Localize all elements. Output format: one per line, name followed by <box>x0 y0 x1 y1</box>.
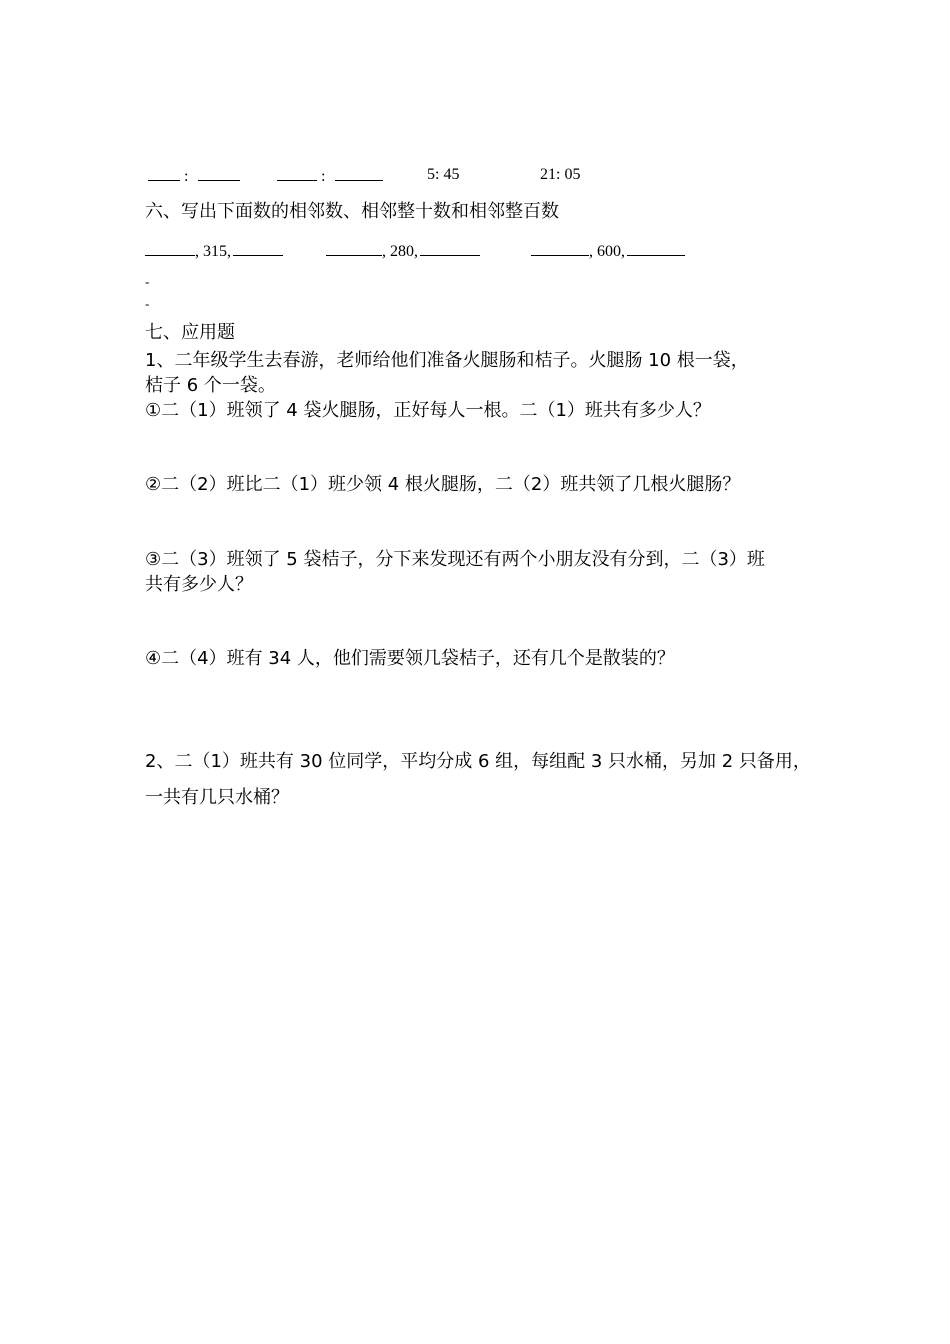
sub-question: ①二（1）班领了 4 袋火腿肠，正好每人一根。二（1）班共有多少人？ <box>145 400 711 421</box>
dash: - <box>145 296 150 311</box>
time-value: 21: 05 <box>540 166 581 183</box>
sub-question: ④二（4）班有 34 人，他们需要领几袋桔子，还有几个是散装的？ <box>145 648 675 669</box>
answer-blank <box>335 166 383 181</box>
dash: - <box>145 274 150 289</box>
answer-blank <box>277 166 317 181</box>
answer-blank <box>627 241 685 256</box>
answer-blank <box>148 166 180 181</box>
problem-text: 2、二（1）班共有 30 位同学，平均分成 6 组，每组配 3 只水桶，另加 2 只备用， <box>145 751 811 772</box>
answer-blank <box>198 166 240 181</box>
answer-blank <box>233 241 283 256</box>
time-value: 5: 45 <box>427 166 460 183</box>
time-row <box>148 166 240 186</box>
sub-question: 共有多少人？ <box>145 574 253 595</box>
answer-blank <box>326 241 382 256</box>
answer-blank <box>531 241 589 256</box>
answer-blank <box>420 241 480 256</box>
problem-text: 1、二年级学生去春游，老师给他们准备火腿肠和桔子。火腿肠 10 根一袋， <box>145 350 749 371</box>
neighbor-item <box>145 241 283 261</box>
number: , 600, <box>589 243 625 260</box>
time-row-2 <box>277 166 383 186</box>
sub-question: ③二（3）班领了 5 袋桔子，分下来发现还有两个小朋友没有分到，二（3）班 <box>145 549 765 570</box>
neighbor-item <box>531 241 685 261</box>
answer-blank <box>145 241 195 256</box>
number: , 280, <box>382 243 418 260</box>
problem-text: 一共有几只水桶？ <box>145 787 289 808</box>
problem-text: 桔子 6 个一袋。 <box>145 375 276 396</box>
sub-question: ②二（2）班比二（1）班少领 4 根火腿肠，二（2）班共领了几根火腿肠？ <box>145 474 741 495</box>
number: , 315, <box>195 243 231 260</box>
colon: : <box>321 168 326 185</box>
colon: : <box>184 168 189 185</box>
section-title: 六、写出下面数的相邻数、相邻整十数和相邻整百数 <box>145 201 559 222</box>
neighbor-item <box>326 241 480 261</box>
section-title: 七、应用题 <box>145 322 235 343</box>
